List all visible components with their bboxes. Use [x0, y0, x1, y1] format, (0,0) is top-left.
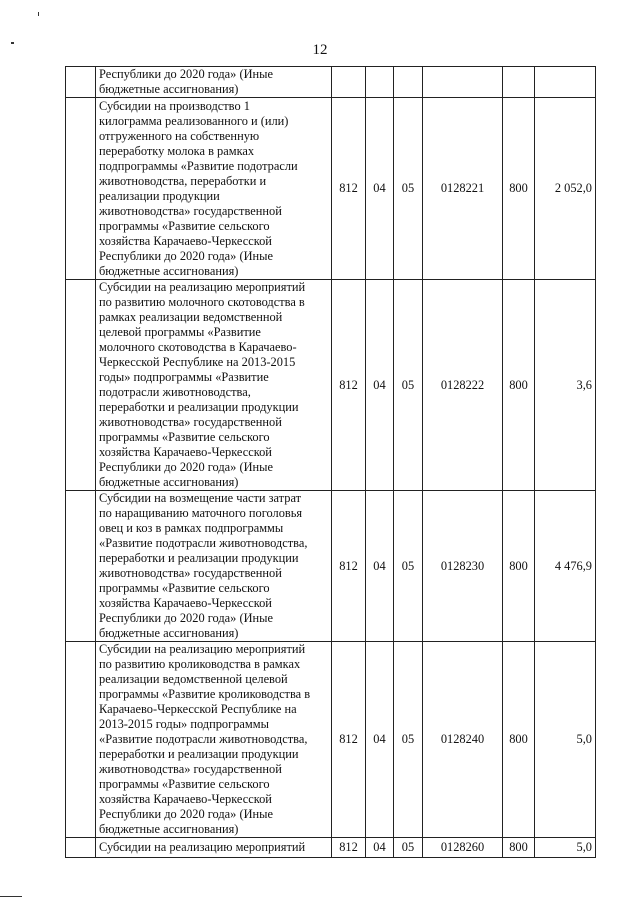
expense-code: 800 [503, 280, 535, 491]
subsection-code [394, 67, 423, 98]
description-cell [96, 491, 332, 642]
ministry-code: 812 [332, 98, 366, 280]
row-index-cell [66, 98, 96, 280]
target-code: 0128221 [423, 98, 503, 280]
row-index-cell [66, 67, 96, 98]
table-row [66, 642, 596, 838]
description-cell [96, 838, 332, 858]
ministry-code: 812 [332, 280, 366, 491]
description-text: Субсидии на реализацию мероприятий по развитию молочного скотоводства в рамках реализации ведомственной целевой программы «Развитие молочного скотоводства в Карачаево- Черкесской Республике на 2013-2015 годы» подпрограммы «Развитие подотрасли животноводства, переработки и реализации продукции животноводства» государственной программы «Развитие сельского хозяйства Карачаево-Черкесской Республики до 2020 года» (Иные бюджетные ассигнования) [99, 280, 306, 489]
description-cell [96, 67, 332, 98]
amount-value [535, 67, 596, 98]
table-row [66, 491, 596, 642]
expense-code: 800 [503, 838, 535, 858]
ministry-code: 812 [332, 491, 366, 642]
target-code: 0128240 [423, 642, 503, 838]
target-code [423, 67, 503, 98]
row-index-cell [66, 491, 96, 642]
row-index-cell [66, 838, 96, 858]
row-index-cell [66, 642, 96, 838]
section-code: 04 [366, 280, 394, 491]
expense-code [503, 67, 535, 98]
section-code: 04 [366, 838, 394, 858]
amount-value: 4 476,9 [535, 491, 596, 642]
target-code: 0128260 [423, 838, 503, 858]
subsection-code: 05 [394, 491, 423, 642]
scan-mark-top [38, 12, 39, 16]
description-cell [96, 280, 332, 491]
expense-code: 800 [503, 491, 535, 642]
subsection-code: 05 [394, 98, 423, 280]
ministry-code [332, 67, 366, 98]
description-cell [96, 98, 332, 280]
section-code: 04 [366, 642, 394, 838]
amount-value: 5,0 [535, 838, 596, 858]
description-text: Субсидии на производство 1 килограмма реализованного и (или) отгруженного на собственную переработку молока в рамках подпрограммы «Развитие подотрасли животноводства, переработки и реализации продукции животноводства» государственной программы «Развитие сельского хозяйства Карачаево-Черкесской Республики до 2020 года» (Иные бюджетные ассигнования) [99, 98, 298, 278]
subsection-code: 05 [394, 838, 423, 858]
amount-value: 2 052,0 [535, 98, 596, 280]
description-text: Субсидии на возмещение части затрат по наращиванию маточного поголовья овец и коз в рамках подпрограммы «Развитие подотрасли животноводства, переработки и реализации продукции животноводства» государственной программы «Развитие сельского хозяйства Карачаево-Черкесской Республики до 2020 года» (Иные бюджетные ассигнования) [99, 491, 308, 640]
table-row [66, 67, 596, 98]
row-index-cell [66, 280, 96, 491]
section-code: 04 [366, 98, 394, 280]
amount-value: 3,6 [535, 280, 596, 491]
ministry-code: 812 [332, 838, 366, 858]
section-code [366, 67, 394, 98]
description-text: Республики до 2020 года» (Иные бюджетные ассигнования) [99, 67, 273, 96]
table-row [66, 838, 596, 858]
page-number: 12 [312, 42, 328, 58]
amount-value: 5,0 [535, 642, 596, 838]
target-code: 0128230 [423, 491, 503, 642]
expense-code: 800 [503, 98, 535, 280]
table-row [66, 280, 596, 491]
target-code: 0128222 [423, 280, 503, 491]
description-text: Субсидии на реализацию мероприятий по развитию кролиководства в рамках реализации ведомственной целевой программы «Развитие кролиководства в Карачаево-Черкесской Республике на 2013-2015 годы» подпрограммы «Развитие подотрасли животноводства, переработки и реализации продукции животноводства» государственной программы «Развитие сельского хозяйства Карачаево-Черкесской Республики до 2020 года» (Иные бюджетные ассигнования) [99, 642, 311, 836]
budget-table [65, 66, 596, 858]
description-text: Субсидии на реализацию мероприятий [99, 840, 306, 854]
table-row [66, 98, 596, 280]
description-cell [96, 642, 332, 838]
section-code: 04 [366, 491, 394, 642]
subsection-code: 05 [394, 642, 423, 838]
expense-code: 800 [503, 642, 535, 838]
scan-mark-bottom [0, 896, 22, 897]
subsection-code: 05 [394, 280, 423, 491]
ministry-code: 812 [332, 642, 366, 838]
